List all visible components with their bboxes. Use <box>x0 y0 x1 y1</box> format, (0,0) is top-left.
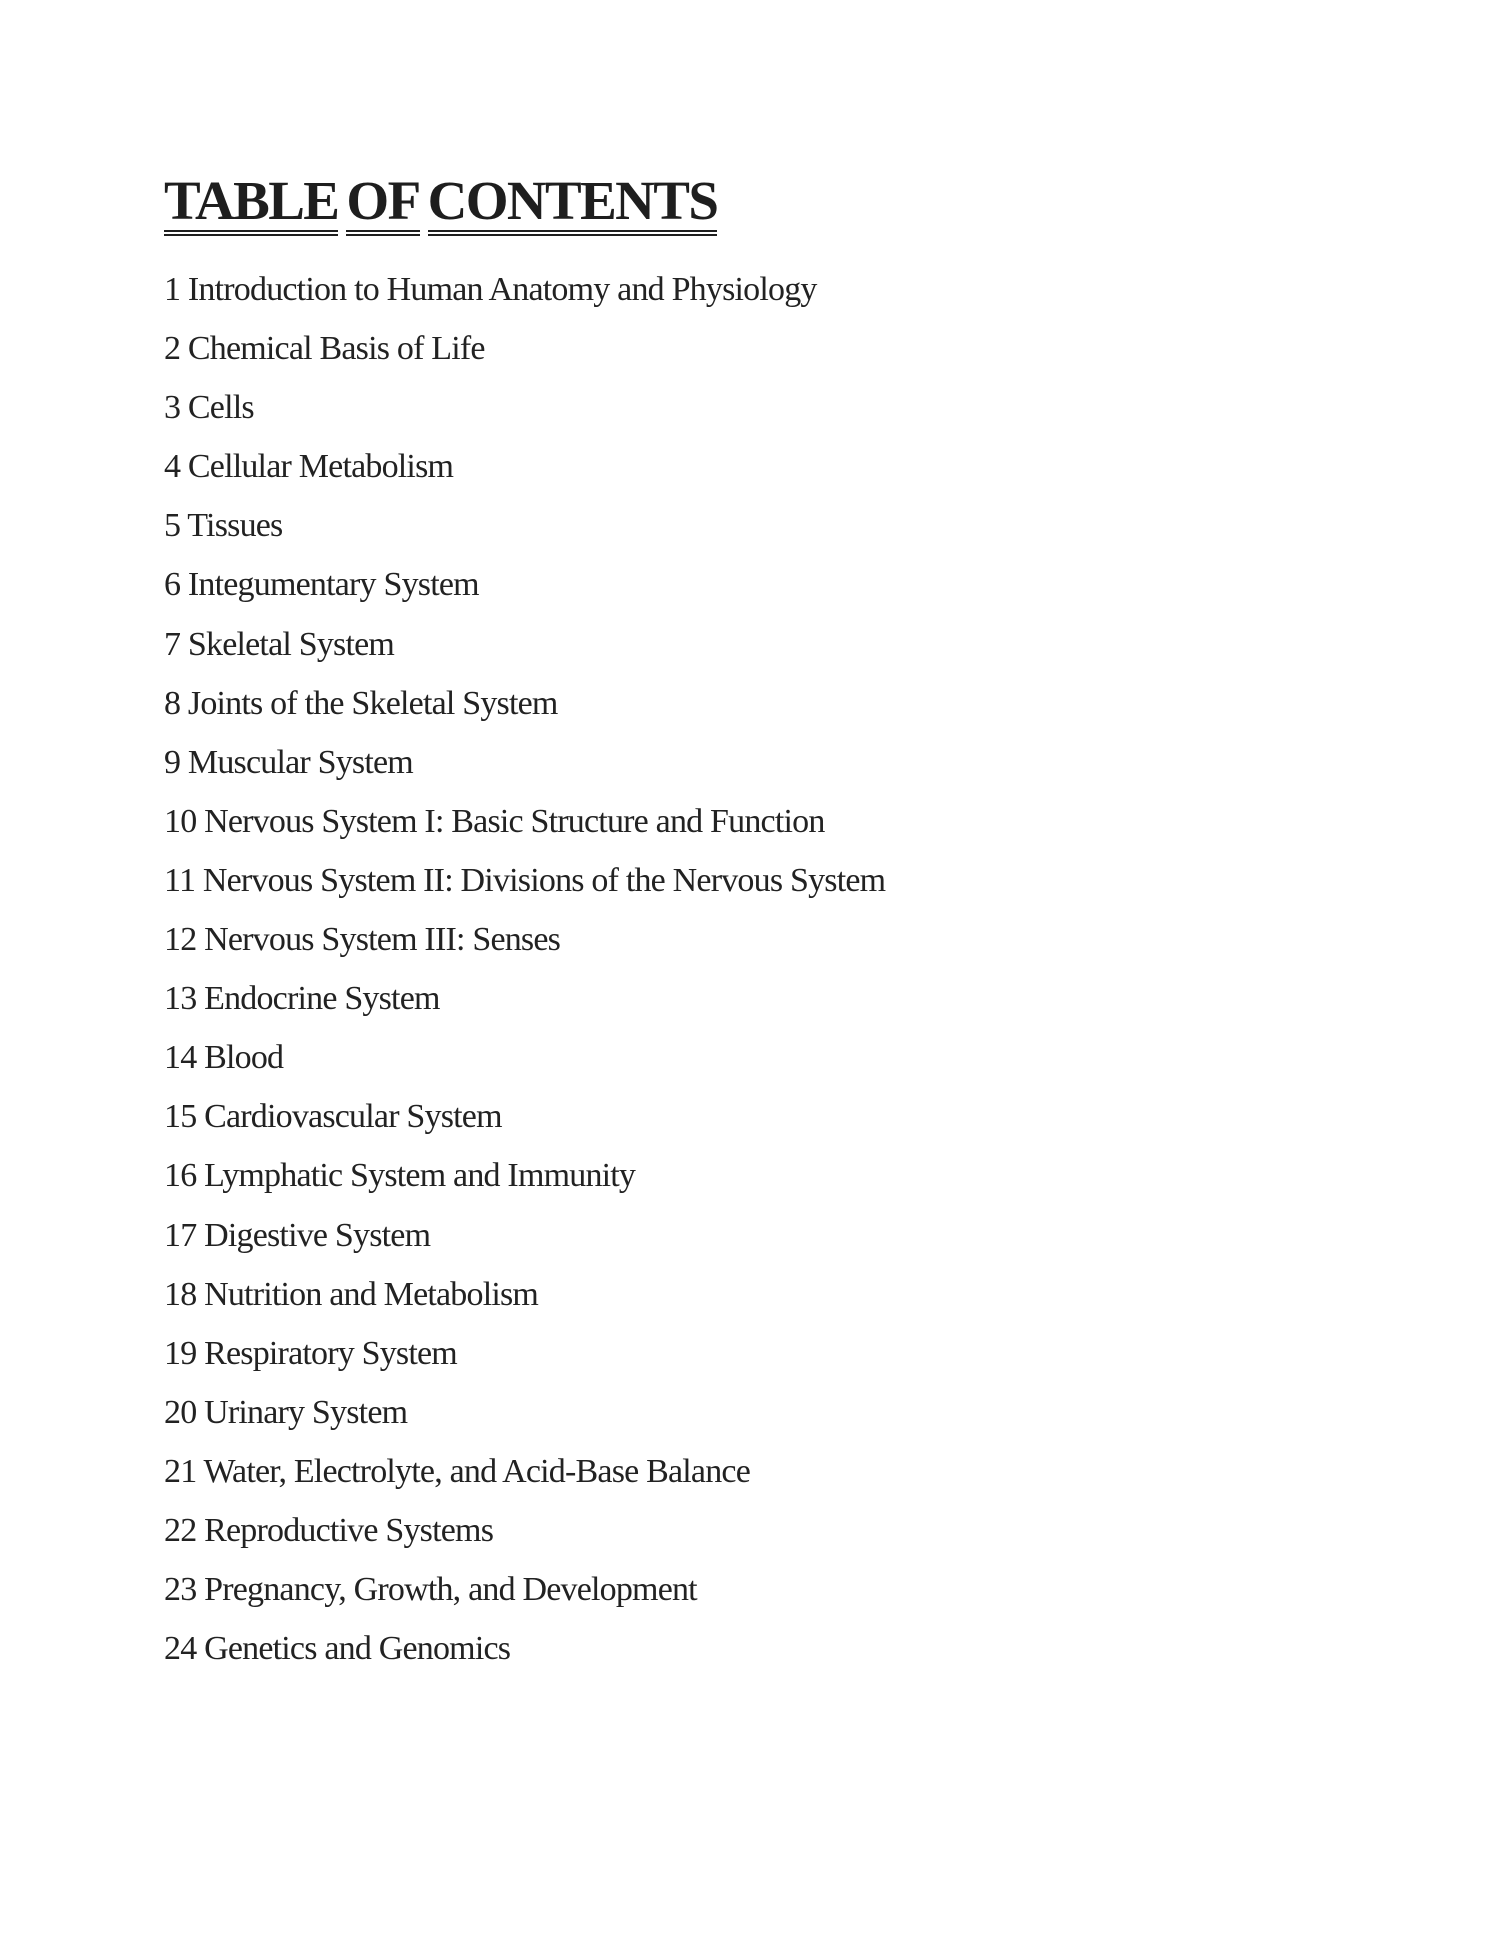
toc-entry: 16 Lymphatic System and Immunity <box>164 1157 636 1195</box>
toc-entry: 21 Water, Electrolyte, and Acid-Base Balance <box>164 1452 750 1490</box>
title-word: TABLE <box>164 172 338 236</box>
toc-entry: 8 Joints of the Skeletal System <box>164 684 558 722</box>
toc-entry: 4 Cellular Metabolism <box>164 448 454 486</box>
page-title <box>164 168 717 236</box>
toc-entry: 17 Digestive System <box>164 1216 431 1254</box>
toc-entry: 14 Blood <box>164 1039 284 1077</box>
toc-entry: 20 Urinary System <box>164 1393 408 1431</box>
toc-entry: 7 Skeletal System <box>164 625 395 663</box>
toc-entry: 9 Muscular System <box>164 743 413 781</box>
toc-entry: 23 Pregnancy, Growth, and Development <box>164 1571 697 1609</box>
toc-entry: 12 Nervous System III: Senses <box>164 921 561 959</box>
toc-entry: 22 Reproductive Systems <box>164 1511 494 1549</box>
toc-entry: 5 Tissues <box>164 507 283 545</box>
toc-entry: 15 Cardiovascular System <box>164 1098 502 1136</box>
toc-entry: 13 Endocrine System <box>164 980 440 1018</box>
toc-entry: 3 Cells <box>164 389 254 427</box>
toc-entry: 2 Chemical Basis of Life <box>164 330 485 368</box>
toc-list <box>164 266 885 1684</box>
title-word: OF <box>346 172 419 236</box>
toc-entry: 11 Nervous System II: Divisions of the Nervous System <box>164 861 886 899</box>
toc-entry: 19 Respiratory System <box>164 1334 457 1372</box>
title-word: CONTENTS <box>428 172 718 236</box>
toc-entry: 10 Nervous System I: Basic Structure and Function <box>164 802 825 840</box>
toc-entry: 6 Integumentary System <box>164 566 479 604</box>
toc-entry: 18 Nutrition and Metabolism <box>164 1275 539 1313</box>
toc-entry: 24 Genetics and Genomics <box>164 1630 511 1668</box>
toc-entry: 1 Introduction to Human Anatomy and Physiology <box>164 271 817 308</box>
